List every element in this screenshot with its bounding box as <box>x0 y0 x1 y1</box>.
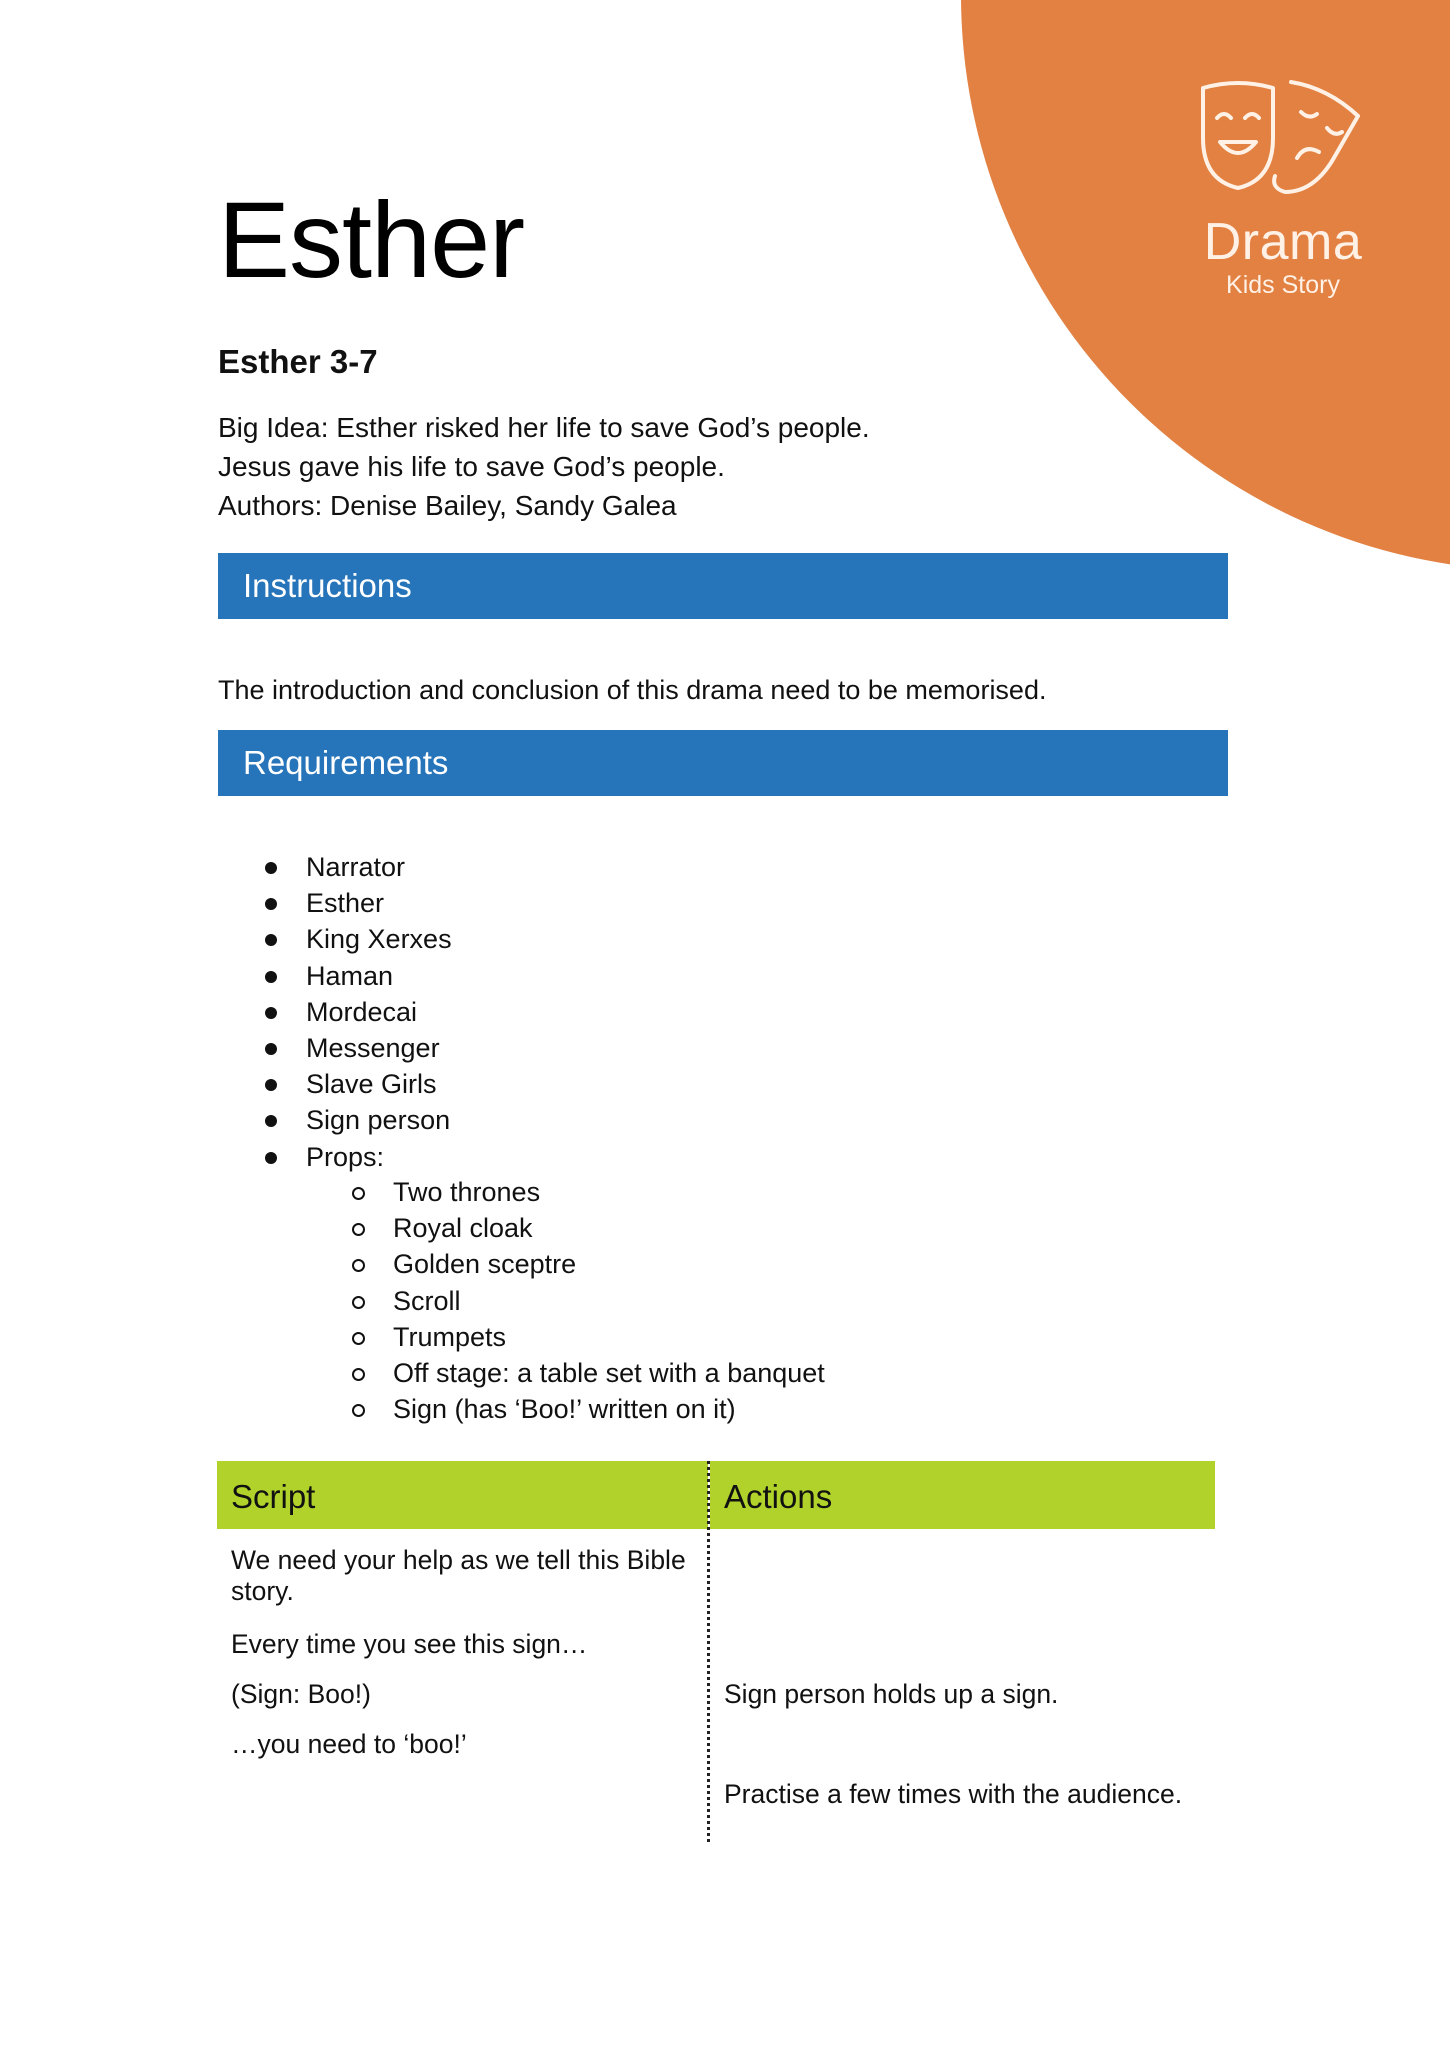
drama-badge <box>1178 80 1388 300</box>
circle-bullet-icon <box>352 1368 365 1381</box>
list-item <box>347 1246 825 1282</box>
list-item <box>260 849 452 885</box>
list-item-label: Props: <box>306 1141 385 1172</box>
list-item <box>347 1283 825 1319</box>
script-line: We need your help as we tell this Bible story. <box>231 1545 686 1606</box>
scripture-reference: Esther 3-7 <box>218 343 378 380</box>
big-idea-text: Big Idea: Esther risked her life to save God’s people. <box>218 412 870 443</box>
actions-column-header <box>710 1461 1215 1529</box>
circle-bullet-icon <box>352 1332 365 1345</box>
page-title: Esther <box>218 179 525 300</box>
circle-bullet-icon <box>352 1223 365 1236</box>
bullet-icon <box>265 1115 277 1127</box>
list-item <box>347 1174 825 1210</box>
circle-bullet-icon <box>352 1404 365 1417</box>
list-item-label: Messenger <box>306 1032 440 1063</box>
instructions-text: The introduction and conclusion of this drama need to be memorised. <box>218 675 1047 705</box>
intro-block <box>218 408 870 525</box>
list-item-label: Narrator <box>306 852 406 882</box>
list-item-label: Off stage: a table set with a banquet <box>393 1357 825 1388</box>
script-header-label: Script <box>231 1478 316 1515</box>
list-item <box>260 1139 452 1175</box>
circle-bullet-icon <box>352 1259 365 1272</box>
props-list <box>347 1174 825 1427</box>
list-item <box>347 1210 825 1246</box>
list-item <box>260 1102 452 1138</box>
column-divider <box>707 1461 710 1842</box>
requirements-heading <box>218 730 1228 796</box>
bullet-icon <box>265 1007 277 1019</box>
instructions-heading <box>218 553 1228 619</box>
list-item-label: Slave Girls <box>306 1069 437 1100</box>
list-item <box>260 921 452 957</box>
action-line: Sign person holds up a sign. <box>724 1679 1059 1709</box>
theatre-masks-icon <box>1193 80 1373 208</box>
requirements-list <box>260 849 452 1175</box>
list-item <box>347 1391 825 1427</box>
list-item <box>260 1066 452 1102</box>
bullet-icon <box>265 971 277 983</box>
list-item-label: Haman <box>306 960 394 991</box>
list-item-label: Esther <box>306 888 385 919</box>
badge-title: Drama <box>1203 213 1363 271</box>
list-item-label: Royal cloak <box>393 1213 533 1244</box>
bullet-icon <box>265 1043 277 1055</box>
list-item <box>347 1355 825 1391</box>
list-item-label: King Xerxes <box>306 924 452 955</box>
list-item <box>260 958 452 994</box>
list-item <box>260 994 452 1030</box>
list-item-label: Golden sceptre <box>393 1249 577 1280</box>
list-item-label: Scroll <box>393 1285 461 1316</box>
action-line: Practise a few times with the audience. <box>724 1779 1183 1809</box>
bullet-icon <box>265 898 277 910</box>
bullet-icon <box>265 934 277 946</box>
circle-bullet-icon <box>352 1187 365 1200</box>
actions-header-label: Actions <box>724 1478 833 1515</box>
bullet-icon <box>265 1152 277 1164</box>
instructions-heading-label: Instructions <box>243 567 412 604</box>
list-item-label: Mordecai <box>306 996 418 1027</box>
script-line: …you need to ‘boo!’ <box>231 1729 467 1759</box>
requirements-heading-label: Requirements <box>243 744 449 781</box>
circle-bullet-icon <box>352 1296 365 1309</box>
script-column-header <box>217 1461 708 1529</box>
big-idea-text-2: Jesus gave his life to save God’s people. <box>218 451 725 482</box>
list-item <box>347 1319 825 1355</box>
script-line: Every time you see this sign… <box>231 1629 588 1659</box>
badge-subtitle: Kids Story <box>1226 271 1340 299</box>
bullet-icon <box>265 1079 277 1091</box>
list-item-label: Trumpets <box>393 1321 507 1352</box>
list-item-label: Sign person <box>306 1105 451 1136</box>
script-line: (Sign: Boo!) <box>231 1679 371 1709</box>
bullet-icon <box>265 862 277 874</box>
list-item-label: Sign (has ‘Boo!’ written on it) <box>393 1394 736 1425</box>
list-item <box>260 885 452 921</box>
list-item-label: Two thrones <box>393 1177 541 1207</box>
authors-text: Authors: Denise Bailey, Sandy Galea <box>218 490 677 521</box>
list-item <box>260 1030 452 1066</box>
